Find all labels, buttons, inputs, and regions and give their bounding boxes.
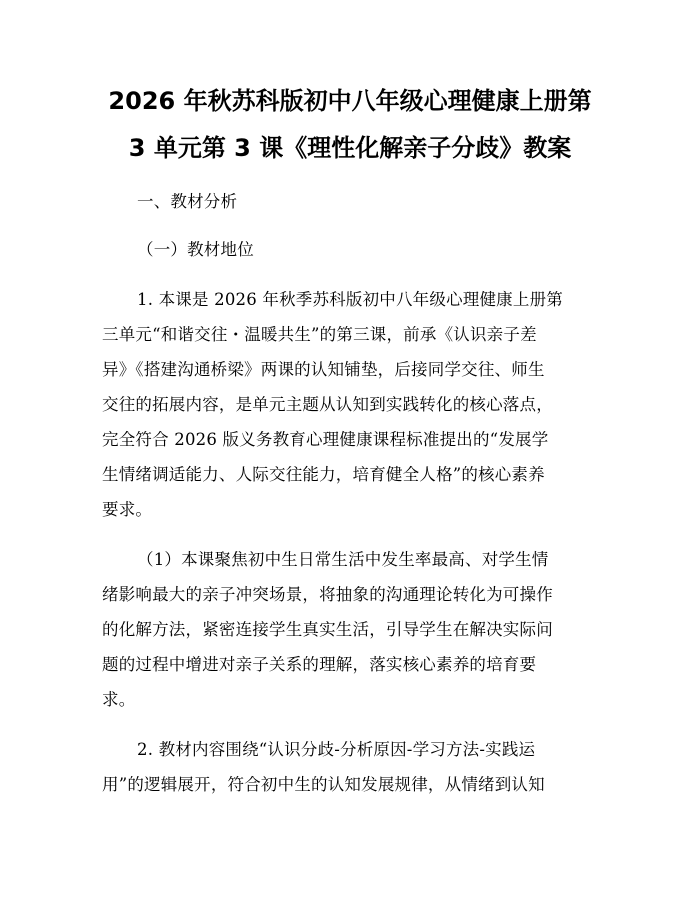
paragraph-line: 三单元“和谐交往・温暖共生”的第三课，前承《认识亲子差 (102, 325, 537, 344)
paragraph-line: 要求。 (102, 500, 153, 519)
paragraph-line: 的化解方法，紧密连接学生真实生活，引导学生在解决实际问 (102, 620, 553, 639)
paragraph-line: 1. 本课是 2026 年秋季苏科版初中八年级心理健康上册第 (137, 290, 563, 309)
paragraph-line: 绪影响最大的亲子冲突场景，将抽象的沟通理论转化为可操作 (102, 585, 553, 604)
section-heading: 一、教材分析 (137, 192, 238, 211)
document-title-line-2: 3 单元第 3 课《理性化解亲子分歧》教案 (128, 134, 572, 162)
paragraph-line: 完全符合 2026 版义务教育心理健康课程标准提出的“发展学 (102, 430, 549, 449)
paragraph-line: 2. 教材内容围绕“认识分歧-分析原因-学习方法-实践运 (137, 740, 536, 759)
paragraph-line: 题的过程中增进对亲子关系的理解，落实核心素养的培育要 (102, 655, 537, 674)
paragraph-line: 异》《搭建沟通桥梁》两课的认知铺垫，后接同学交往、师生 (102, 360, 545, 379)
paragraph-line: （1）本课聚焦初中生日常生活中发生率最高、对学生情 (137, 550, 549, 569)
document-title-line-1: 2026 年秋苏科版初中八年级心理健康上册第 (108, 87, 592, 115)
paragraph-line: 生情绪调适能力、人际交往能力，培育健全人格”的核心素养 (102, 465, 545, 484)
paragraph-line: 用”的逻辑展开，符合初中生的认知发展规律，从情绪到认知 (102, 775, 545, 794)
paragraph-line: 交往的拓展内容，是单元主题从认知到实践转化的核心落点， (102, 395, 553, 414)
subsection-heading: （一）教材地位 (137, 240, 254, 259)
paragraph-line: 求。 (102, 690, 136, 709)
